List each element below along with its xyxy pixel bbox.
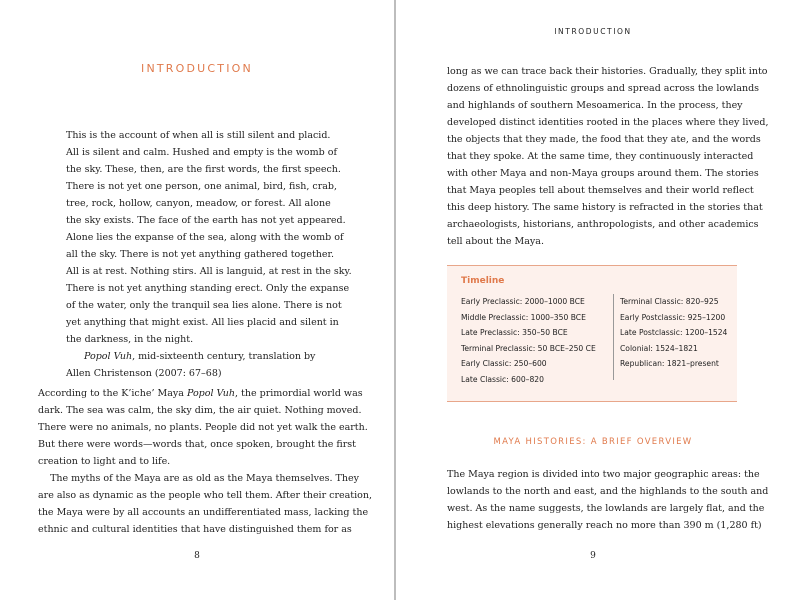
timeline-column-left xyxy=(461,294,596,388)
paragraph-line: developed distinct identities rooted in the places where they lived, xyxy=(447,117,769,128)
paragraph-line: creation to light and to life. xyxy=(38,456,171,467)
section-heading: MAYA HISTORIES: A BRIEF OVERVIEW xyxy=(493,437,693,447)
epigraph-line: the darkness, in the night. xyxy=(66,334,194,345)
epigraph-line: all the sky. There is not yet anything gathered together. xyxy=(66,249,335,260)
paragraph-line: long as we can trace back their histories. Gradually, they split into xyxy=(447,66,768,77)
body-text-right xyxy=(447,63,769,250)
paragraph-line: are also as dynamic as the people who tell them. After their creation, xyxy=(38,490,373,501)
timeline-period: Late Postclassic: 1200–1524 xyxy=(620,328,728,338)
paragraph-line: The Maya region is divided into two major geographic areas: the xyxy=(447,469,760,480)
paragraph-line: ethnic and cultural identities that have distinguished them for as xyxy=(38,524,352,535)
timeline-period: Early Classic: 250–600 xyxy=(461,359,547,369)
timeline-sidebar xyxy=(447,265,737,402)
epigraph-line: the sky exists. The face of the earth has not yet appeared. xyxy=(66,215,346,226)
timeline-period: Late Preclassic: 350–50 BCE xyxy=(461,328,568,338)
epigraph-line: Alone lies the expanse of the sea, along with the womb of xyxy=(66,232,344,243)
timeline-period: Middle Preclassic: 1000–350 BCE xyxy=(461,312,586,322)
epigraph-line: All is at rest. Nothing stirs. All is languid, at rest in the sky. xyxy=(66,266,352,277)
left-page xyxy=(0,0,394,600)
timeline-period: Terminal Classic: 820–925 xyxy=(620,297,719,306)
chapter-title: INTRODUCTION xyxy=(141,62,253,75)
body-text-left xyxy=(38,385,373,538)
epigraph-line: the sky. These, then, are the first words, the first speech. xyxy=(66,164,341,175)
page-number-left: 8 xyxy=(194,551,200,561)
paragraph-line: There were no animals, no plants. People did not yet walk the earth. xyxy=(38,422,368,433)
paragraph-line: archaeologists, historians, anthropologists, and other academics xyxy=(447,219,759,230)
right-page xyxy=(396,0,790,600)
timeline-column-right xyxy=(613,294,727,380)
timeline-period: Early Preclassic: 2000–1000 BCE xyxy=(461,297,585,306)
timeline-period: Colonial: 1524–1821 xyxy=(620,343,698,353)
epigraph-line: There is not yet one person, one animal, bird, fish, crab, xyxy=(66,181,338,192)
epigraph-line: All is silent and calm. Hushed and empty is the womb of xyxy=(66,147,338,158)
epigraph xyxy=(66,127,356,382)
paragraph-line: tell about the Maya. xyxy=(447,236,544,247)
paragraph-line: lowlands to the north and east, and the highlands to the south and xyxy=(447,486,769,497)
epigraph-line: There is not yet anything standing erect. Only the expanse xyxy=(66,283,350,294)
paragraph-line: west. As the name suggests, the lowlands are largely flat, and the xyxy=(447,503,765,514)
paragraph-line: dark. The sea was calm, the sky dim, the air quiet. Nothing moved. xyxy=(38,405,362,416)
paragraph-line: the objects that they made, the food that they ate, and the words xyxy=(447,134,761,145)
paragraph-line: dozens of ethnolinguistic groups and spread across the lowlands xyxy=(447,83,760,94)
paragraph-line: the Maya were by all accounts an undifferentiated mass, lacking the xyxy=(38,507,369,518)
attribution-detail: , mid-sixteenth century, translation by xyxy=(132,351,316,362)
timeline-period: Terminal Preclassic: 50 BCE–250 CE xyxy=(461,343,596,353)
page-number-right: 9 xyxy=(590,551,596,561)
paragraph-line: and highlands of southern Mesoamerica. In the process, they xyxy=(447,100,743,111)
paragraph-line: that Maya peoples tell about themselves and their world reflect xyxy=(447,185,754,196)
timeline-period: Early Postclassic: 925–1200 xyxy=(620,312,726,322)
paragraph-line: The myths of the Maya are as old as the Maya themselves. They xyxy=(38,473,359,484)
italic-title: Popol Vuh xyxy=(186,388,236,399)
timeline-period: Republican: 1821–present xyxy=(620,359,719,369)
timeline-period: Late Classic: 600–820 xyxy=(461,374,544,384)
running-head: INTRODUCTION xyxy=(554,27,632,36)
paragraph-line: that they spoke. At the same time, they continuously interacted xyxy=(447,151,754,162)
epigraph-line: This is the account of when all is still silent and placid. xyxy=(66,130,331,141)
text-run: According to the K’iche’ Maya xyxy=(38,388,187,399)
epigraph-line: yet anything that might exist. All lies placid and silent in xyxy=(66,317,339,328)
epigraph-line: of the water, only the tranquil sea lies alone. There is not xyxy=(66,300,342,311)
attribution-translator: Allen Christenson (2007: 67–68) xyxy=(66,368,222,379)
epigraph-attribution xyxy=(66,348,356,365)
paragraph-line: this deep history. The same history is refracted in the stories that xyxy=(447,202,763,213)
epigraph-line: tree, rock, hollow, canyon, meadow, or forest. All alone xyxy=(66,198,331,209)
timeline-title: Timeline xyxy=(461,276,505,286)
paragraph-line: highest elevations generally reach no more than 390 m (1,280 ft) xyxy=(447,520,762,531)
text-run: , the primordial world was xyxy=(235,388,363,399)
paragraph-line: But there were words—words that, once spoken, brought the first xyxy=(38,439,356,450)
section-body-text xyxy=(447,466,769,534)
attribution-work-title: Popol Vuh xyxy=(84,351,133,362)
paragraph-line: with other Maya and non-Maya groups around them. The stories xyxy=(447,168,759,179)
paragraph-line xyxy=(38,385,363,402)
